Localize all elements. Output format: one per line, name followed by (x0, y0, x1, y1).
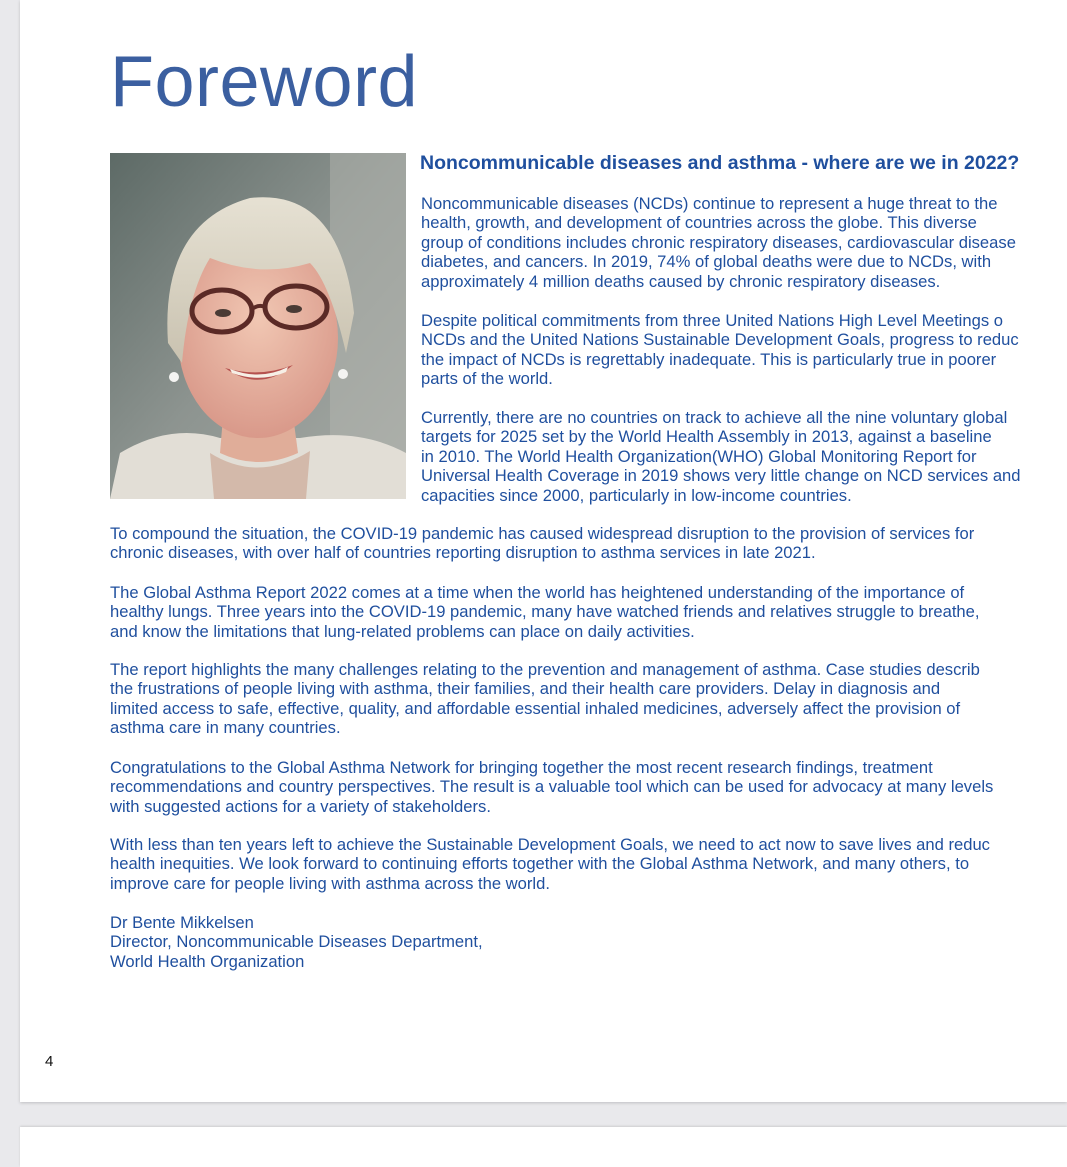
author-portrait-photo (110, 153, 406, 499)
text-line: The report highlights the many challenges relating to the prevention and management of asthma. Case studies describ (110, 660, 980, 679)
text-line: diabetes, and cancers. In 2019, 74% of global deaths were due to NCDs, with (421, 252, 992, 272)
text-line: limited access to safe, effective, quality, and affordable essential inhaled medicines, adversely affect the provision of (110, 698, 961, 718)
section-subtitle: Noncommunicable diseases and asthma - where are we in 2022? (420, 152, 1020, 174)
text-line: asthma care in many countries. (110, 718, 341, 738)
document-page (20, 0, 1067, 1102)
text-line: the frustrations of people living with asthma, their families, and their health care providers. Delay in diagnosis and (110, 679, 941, 699)
text-line: recommendations and country perspectives. The result is a valuable tool which can be used for advocacy at many levels (110, 777, 994, 797)
signature-block (110, 913, 483, 971)
text-line: healthy lungs. Three years into the COVID-19 pandemic, many have watched friends and relatives struggle to breathe, (110, 602, 980, 622)
text-line: the impact of NCDs is regrettably inadequate. This is particularly true in poorer (421, 349, 997, 369)
text-line: Congratulations to the Global Asthma Network for bringing together the most recent research findings, treatment (110, 758, 933, 777)
signature-role: Director, Noncommunicable Diseases Department, (110, 932, 483, 952)
page-number: 4 (45, 1053, 54, 1070)
text-line: improve care for people living with asthma across the world. (110, 873, 550, 893)
page-title: Foreword (110, 42, 419, 122)
text-line: Despite political commitments from three United Nations High Level Meetings o (421, 311, 1003, 330)
signature-name: Dr Bente Mikkelsen (110, 913, 254, 932)
paragraph-global-targets (421, 408, 1021, 505)
text-line: The Global Asthma Report 2022 comes at a time when the world has heightened understanding of the importance of (110, 583, 965, 602)
paragraph-congratulations (110, 758, 993, 816)
paragraph-report-timing (110, 583, 980, 641)
next-page-edge (20, 1127, 1067, 1167)
text-line: and know the limitations that lung-related problems can place on daily activities. (110, 621, 695, 641)
text-line: Noncommunicable diseases (NCDs) continue to represent a huge threat to the (421, 194, 998, 213)
paragraph-covid-disruption (110, 524, 974, 563)
signature-organization: World Health Organization (110, 951, 305, 971)
text-line: in 2010. The World Health Organization(WHO) Global Monitoring Report for (421, 446, 977, 466)
text-line: capacities since 2000, particularly in low-income countries. (421, 485, 852, 505)
paragraph-political-commitments (421, 311, 1019, 389)
text-line: NCDs and the United Nations Sustainable Development Goals, progress to reduc (421, 330, 1019, 350)
text-line: health, growth, and development of countries across the globe. This diverse (421, 213, 977, 233)
paragraph-call-to-action (110, 835, 990, 893)
text-line: Currently, there are no countries on track to achieve all the nine voluntary global (421, 408, 1008, 427)
text-line: with suggested actions for a variety of stakeholders. (110, 796, 491, 816)
text-line: health inequities. We look forward to continuing efforts together with the Global Asthma Network, and many others, to (110, 854, 970, 874)
text-line: targets for 2025 set by the World Health Assembly in 2013, against a baseline (421, 427, 992, 447)
text-line: Universal Health Coverage in 2019 shows very little change on NCD services and (421, 466, 1021, 486)
text-line: chronic diseases, with over half of countries reporting disruption to asthma services in late 2021. (110, 543, 816, 563)
text-line: With less than ten years left to achieve the Sustainable Development Goals, we need to act now to save lives and reduc (110, 835, 990, 854)
text-line: group of conditions includes chronic respiratory diseases, cardiovascular disease (421, 232, 1016, 252)
paragraph-ncd-threat (421, 194, 1016, 291)
text-line: approximately 4 million deaths caused by chronic respiratory diseases. (421, 271, 941, 291)
text-line: To compound the situation, the COVID-19 pandemic has caused widespread disruption to the provision of services for (110, 524, 975, 543)
paragraph-report-highlights (110, 660, 980, 738)
text-line: parts of the world. (421, 369, 553, 389)
